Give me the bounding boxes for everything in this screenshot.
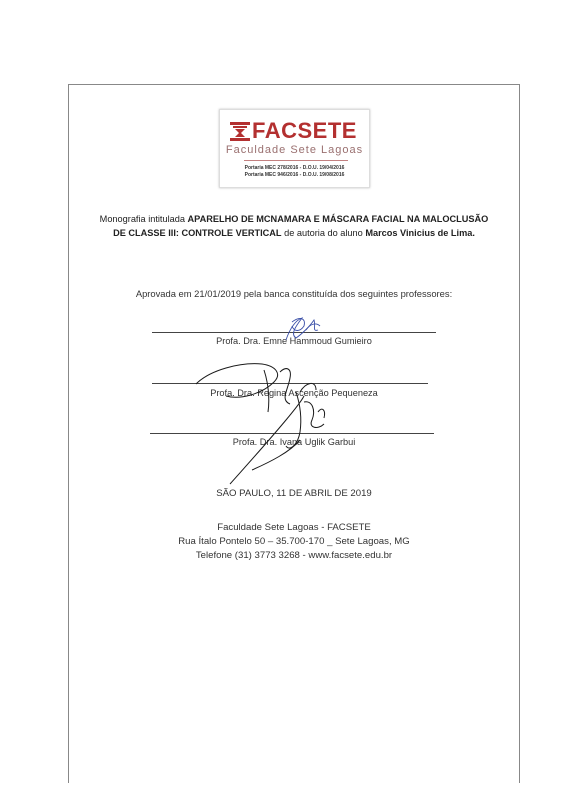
- author-name: Marcos Vinicius de Lima.: [365, 228, 475, 238]
- committee-member-2: Profa. Dra. Regina Ascenção Pequeneza: [210, 388, 378, 398]
- facsete-logo: [219, 109, 370, 188]
- signature-line-3: [150, 433, 434, 434]
- logo-portaria-2: Portaria MEC 946/2016 - D.O.U. 19/08/2016: [244, 172, 345, 178]
- footer-institution: Faculdade Sete Lagoas - FACSETE: [217, 522, 371, 533]
- footer-address: Rua Ítalo Pontelo 50 – 35.700-170 _ Sete Lagoas, MG: [178, 536, 410, 547]
- committee-member-3: Profa. Dra. Ivana Uglik Garbui: [232, 437, 356, 447]
- logo-portaria-1: Portaria MEC 278/2016 - D.O.U. 19/04/2016: [244, 165, 345, 171]
- signature-line-1: [152, 332, 436, 333]
- monograph-title-line1: APARELHO DE MCNAMARA E MÁSCARA FACIAL NA MALOCLUSÃO: [187, 214, 489, 224]
- intro-prefix: Monografia intitulada: [99, 214, 188, 224]
- approval-text: Aprovada em 21/01/2019 pela banca constituída dos seguintes professores:: [135, 288, 453, 299]
- signature-line-2: [152, 383, 428, 384]
- intro-middle: de autoria do aluno: [281, 228, 366, 238]
- monograph-statement: [76, 212, 512, 240]
- facsete-emblem-icon: [229, 120, 251, 142]
- logo-divider: [244, 160, 348, 161]
- city-date: SÃO PAULO, 11 DE ABRIL DE 2019: [216, 488, 372, 499]
- committee-member-1: Profa. Dra. Emne Hammoud Gumieiro: [216, 336, 372, 346]
- footer-contact: Telefone (31) 3773 3268 - www.facsete.edu.br: [195, 550, 393, 561]
- logo-brand: FACSETE: [252, 118, 357, 143]
- monograph-title-line2: DE CLASSE III: CONTROLE VERTICAL: [113, 228, 282, 238]
- logo-subtitle: Faculdade Sete Lagoas: [225, 144, 364, 156]
